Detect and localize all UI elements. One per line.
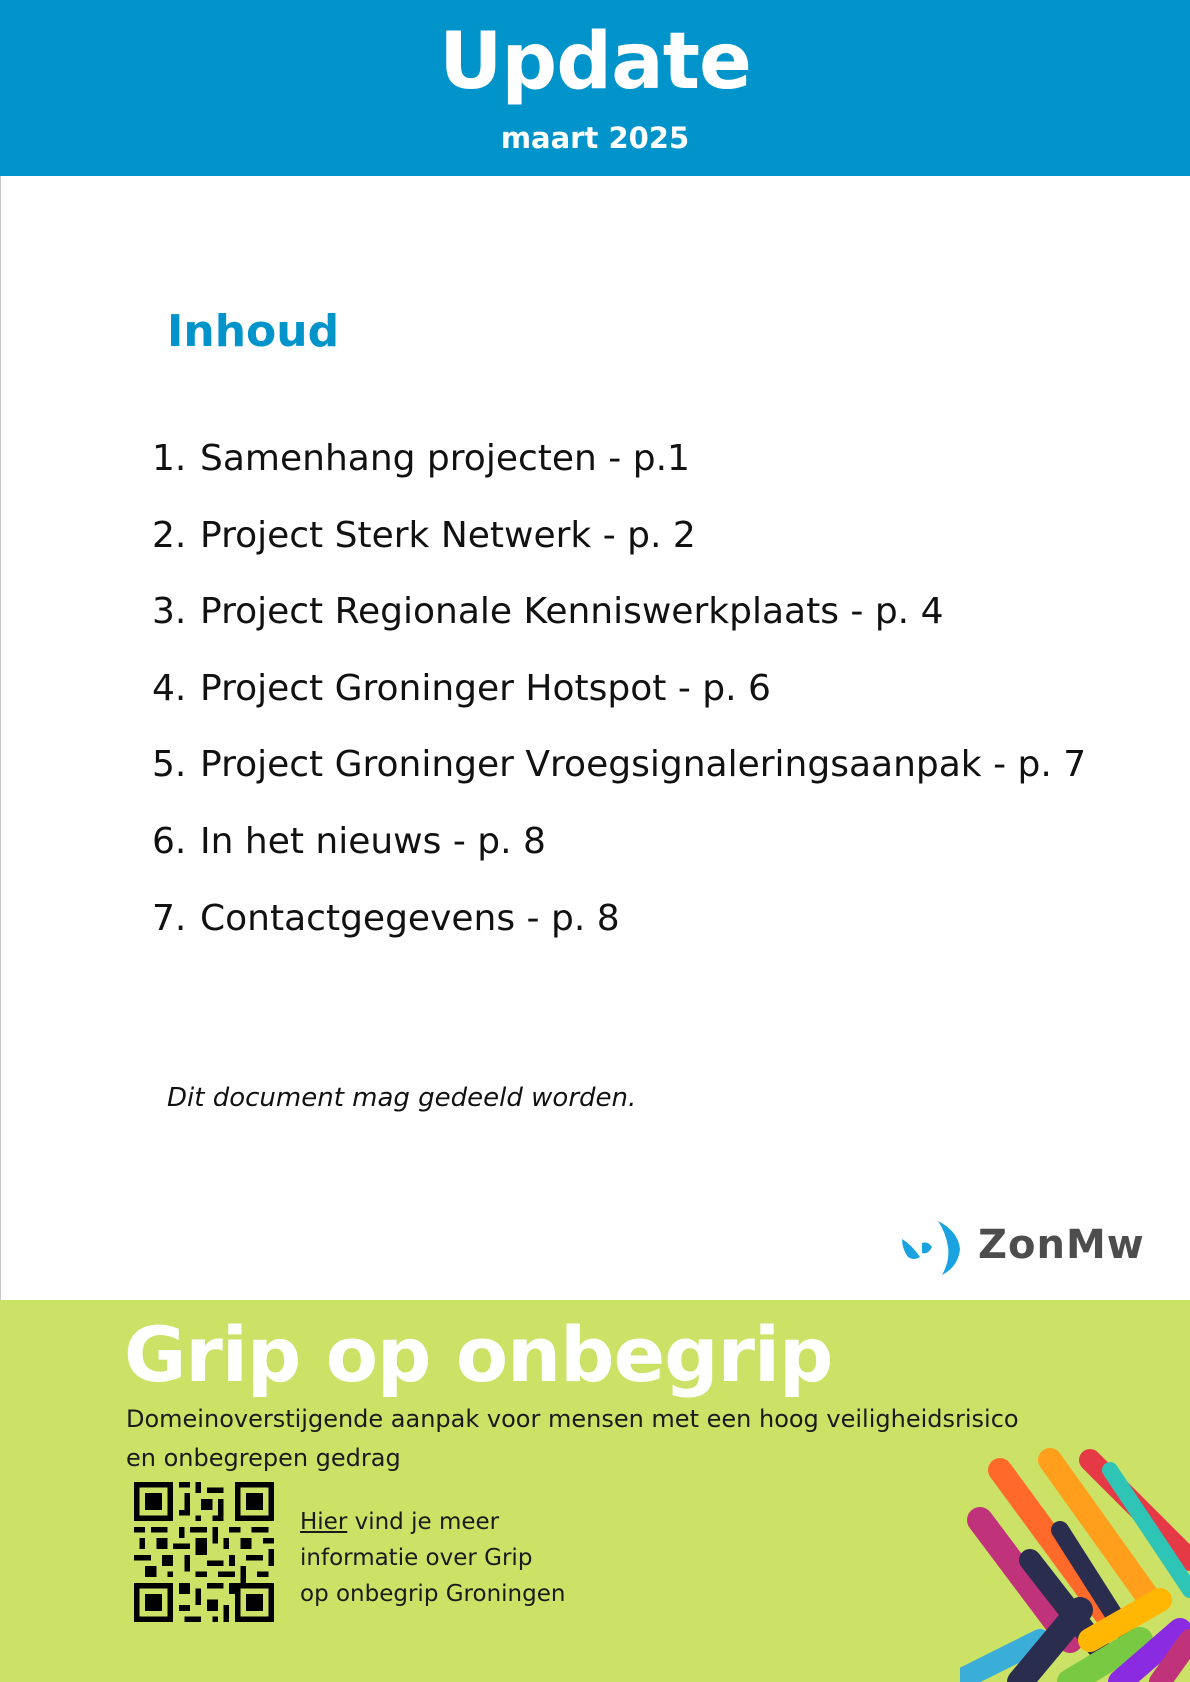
toc-item[interactable]: 3. Project Regionale Kenniswerkplaats - p. 4 [152,591,944,633]
toc-heading: Inhoud [167,306,340,357]
qr-info-text: Hier vind je meer informatie over Grip op onbegrip Groningen [300,1509,566,1607]
toc-item[interactable]: 5. Project Groninger Vroegsignaleringsaanpak - p. 7 [152,744,1087,786]
toc-list [152,437,1086,973]
page-title: Update [439,17,751,107]
toc-item[interactable]: 2. Project Sterk Netwerk - p. 2 [152,514,696,556]
toc-item[interactable]: 6. In het nieuws - p. 8 [152,820,546,862]
footer-banner [0,1300,1190,1682]
toc-item-label: In het nieuws - p. 8 [200,820,546,862]
share-note: Dit document mag gedeeld worden. [167,1083,637,1113]
page-date: maart 2025 [500,121,690,155]
zonmw-brand-text: ZonMw [978,1222,1145,1268]
toc-item[interactable]: 7. Contactgegevens - p. 8 [152,897,620,939]
zonmw-logo [898,1215,1145,1277]
toc-item-label: Project Sterk Netwerk - p. 2 [200,514,696,556]
header-banner [0,0,1190,176]
footer-tagline: Domeinoverstijgende aanpak voor mensen met een hoog veiligheidsrisico en onbegrepen gedrag [126,1405,1019,1472]
footer-title: Grip op onbegrip [124,1310,833,1399]
hier-link[interactable]: Hier [300,1509,348,1535]
toc-item-label: Project Regionale Kenniswerkplaats - p. 4 [200,591,944,633]
toc-item-label: Project Groninger Vroegsignaleringsaanpak - p. 7 [200,744,1087,786]
toc-item[interactable]: 4. Project Groninger Hotspot - p. 6 [152,667,771,709]
toc-item-label: Samenhang projecten - p.1 [200,438,690,479]
toc-item-label: Project Groninger Hotspot - p. 6 [200,667,771,709]
toc-item[interactable]: 1. Samenhang projecten - p.1 [152,438,690,479]
zonmw-logo-icon [898,1217,968,1277]
qr-code-icon[interactable] [134,1482,274,1622]
colorful-hands-illustration [960,1440,1190,1682]
toc-item-label: Contactgegevens - p. 8 [200,897,620,939]
